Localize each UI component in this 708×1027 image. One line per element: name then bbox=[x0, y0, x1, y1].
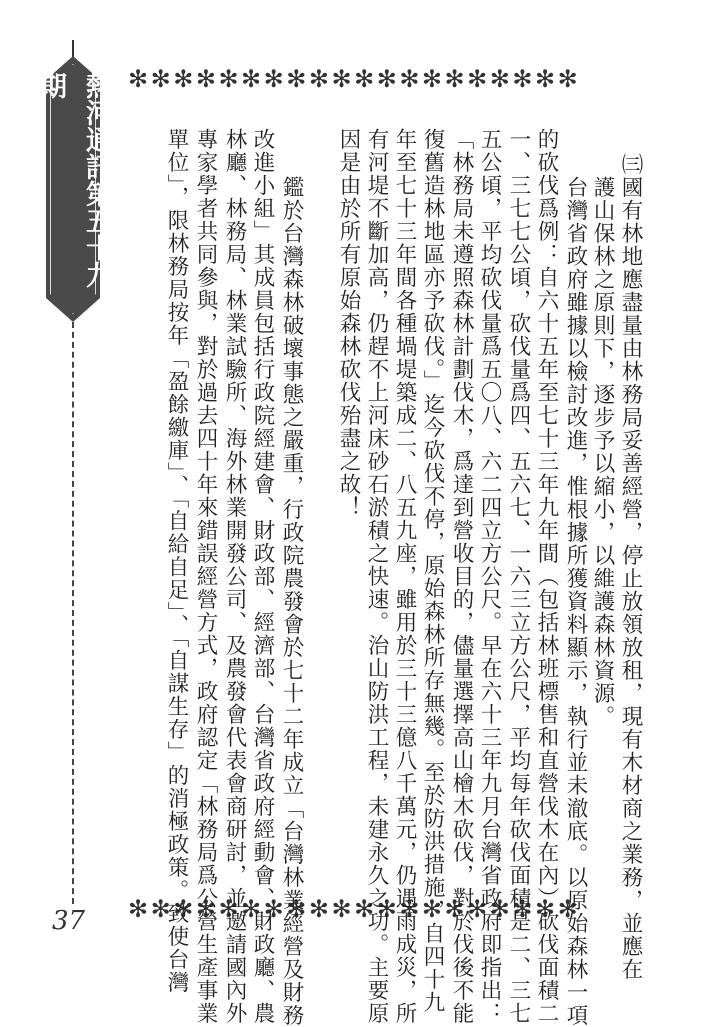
ornament-row-top: ✻✻✻✻✻✻✻✻✻✻✻✻✻✻✻✻✻✻✻✻ bbox=[128, 66, 581, 92]
text-column: 五公頃，平均砍伐量爲五〇八、六二四立方公尺。早在六十三年九月台灣省政府即指出： bbox=[477, 128, 502, 1025]
text-column: 林廳、林務局、林業試驗所、海外林業開發公司、及農發會代表會商研討，並邀請國內外 bbox=[222, 128, 247, 1025]
text-column: 年至七十三年間各種堝堤築成二、八五九座，雖用於三十三億八千萬元，仍遇雨成災，所 bbox=[392, 128, 417, 1025]
text-column: 一、三七七公頃，砍伐量爲四、五六七、一六三立方公尺，平均每年砍伐面積是二、三七 bbox=[506, 128, 531, 1025]
text-column: 「林務局未遵照森林計劃伐木，爲達到營收目的，儘量選擇高山檜木砍伐，對於伐後不能 bbox=[449, 128, 474, 1025]
journal-title: 熱河通訊第五十九期 bbox=[35, 72, 112, 288]
text-column: 專家學者共同參與，對於過去四十年來錯誤經營方式，政府認定「林務局爲公營生產事業 bbox=[193, 128, 218, 1025]
spine-dashed-line bbox=[72, 322, 74, 904]
text-column: 單位」，限林務局按年「盈餘繳庫」、「自給自足」、「自謀生存」的消極政策。致使台灣 bbox=[164, 128, 189, 995]
text-column: 復舊造林地區亦予砍伐。」迄今砍伐不停，原始森林所存無幾。至於防洪措施，自四十九 bbox=[420, 128, 445, 1015]
ornament-row-bottom: ✻✻✻✻✻✻✻✻✻✻✻✻✻✻✻✻✻✻✻✻ bbox=[128, 896, 581, 922]
text-column: 護山保林之原則下，逐步予以縮小，以維護森林資源。 bbox=[590, 153, 615, 728]
text-column: 因是由於所有原始森林砍伐殆盡之故！ bbox=[336, 128, 361, 519]
text-column: 有河堤不斷加高，仍趕不上河床砂石淤積之快速。治山防洪工程，未建永久之功。主要原 bbox=[364, 128, 389, 1025]
page-number: 37 bbox=[52, 906, 86, 936]
text-column: 的砍伐爲例：自六十五年至七十三年九年間（包括林班標售和直營伐木在內）砍伐面積二 bbox=[534, 128, 559, 1025]
text-column: 台灣省政府雖據以檢討改進，惟根據所獲資料顯示，執行並未澈底。以原始森林一項 bbox=[563, 153, 588, 1027]
text-column: 改進小組」其成員包括行政院經建會、財政部、經濟部、台灣省政府經動會、財政廳、農 bbox=[250, 128, 275, 1025]
text-column: ㈢國有林地應盡量由林務局妥善經營，停止放領放租，現有木材商之業務，並應在 bbox=[618, 153, 643, 981]
text-column: 鑑於台灣森林破壞事態之嚴重，行政院農發會於七十二年成立「台灣林業經營及財務 bbox=[279, 153, 304, 1027]
